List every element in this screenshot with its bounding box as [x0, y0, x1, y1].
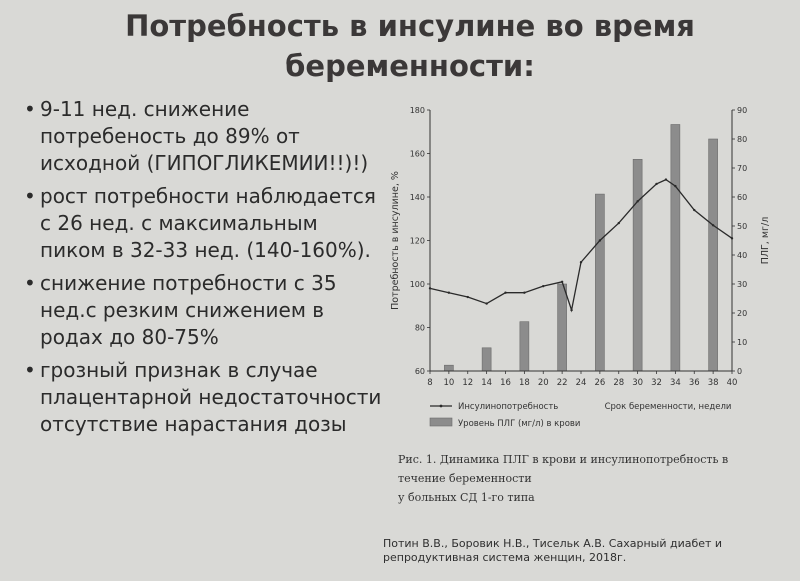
bullet-item: • снижение потребности с 35 нед.с резким снижением в родах до 80-75%	[22, 270, 382, 351]
y-left-tick-label: 100	[409, 280, 425, 289]
plg-bar	[558, 284, 567, 371]
x-tick-label: 26	[594, 378, 606, 388]
source-line-1: Потин В.В., Боровик Н.В., Тисельк А.В. Сахарный диабет и	[383, 537, 723, 550]
y-left-tick-label: 60	[414, 367, 425, 376]
source-citation	[383, 537, 793, 565]
source-line-2: репродуктивная система женщин, 2018г.	[383, 551, 627, 564]
plg-bar	[595, 194, 604, 371]
insulin-point	[580, 261, 582, 263]
insulin-point	[674, 185, 676, 187]
legend-bar-swatch	[430, 418, 452, 426]
insulin-point	[570, 309, 572, 311]
y-right-axis-title: ПЛГ, мг/л	[760, 216, 771, 265]
plg-bar	[482, 348, 491, 371]
insulin-point	[429, 287, 431, 289]
y-left-tick-label: 120	[409, 236, 425, 246]
title-line-2: беременности:	[285, 49, 535, 83]
plg-bar	[444, 365, 453, 371]
y-right-tick-label: 70	[737, 164, 748, 173]
insulin-point	[731, 237, 733, 239]
insulin-point	[504, 292, 506, 294]
title-line-1: Потребность в инсулине во время	[125, 9, 695, 43]
y-left-axis-title: Потребность в инсулине, %	[390, 171, 401, 310]
legend-line-marker	[440, 405, 443, 408]
x-axis-title: Срок беременности, недели	[604, 402, 732, 412]
y-right-tick-label: 80	[737, 135, 748, 144]
y-right-tick-label: 60	[737, 193, 748, 202]
x-tick-label: 8	[427, 378, 433, 388]
plg-bar	[633, 159, 642, 371]
x-tick-label: 10	[443, 378, 455, 388]
insulin-point	[561, 281, 563, 283]
y-left-tick-label: 140	[409, 193, 425, 202]
plg-bar	[520, 322, 529, 371]
bullet-item: • грозный признак в случае плацентарной недостаточности отсутствие нарастания дозы	[22, 357, 382, 438]
insulin-point	[712, 224, 714, 226]
bullet-list	[22, 96, 382, 444]
insulin-point	[693, 209, 695, 211]
plg-bar	[709, 139, 718, 371]
insulin-point	[467, 296, 469, 298]
caption-line-2: у больных СД 1-го типа	[398, 491, 535, 504]
x-tick-label: 24	[575, 378, 587, 388]
x-tick-label: 32	[651, 378, 662, 388]
x-tick-label: 22	[556, 378, 568, 388]
legend-bar-label: Уровень ПЛГ (мг/л) в крови	[458, 419, 581, 429]
bullet-item: • 9-11 нед. снижение потребеность до 89% от исходной (ГИПОГЛИКЕМИИ!!)!)	[22, 96, 382, 177]
x-tick-label: 34	[669, 378, 681, 388]
x-tick-label: 14	[481, 378, 493, 388]
x-tick-label: 30	[632, 378, 644, 388]
x-tick-label: 38	[707, 378, 719, 388]
plg-bar	[671, 125, 680, 372]
legend-line-label: Инсулинопотребность	[458, 402, 559, 412]
insulin-point	[655, 183, 657, 185]
x-tick-label: 18	[518, 378, 530, 388]
y-right-tick-label: 90	[737, 106, 748, 115]
y-right-tick-label: 20	[737, 309, 748, 318]
x-tick-label: 28	[613, 378, 625, 388]
y-left-tick-label: 80	[414, 323, 425, 333]
insulin-point	[523, 292, 525, 294]
insulin-plg-chart	[368, 96, 788, 446]
slide-title	[90, 6, 730, 86]
insulin-point	[636, 200, 638, 202]
y-left-tick-label: 180	[409, 106, 425, 115]
caption-line-1: Рис. 1. Динамика ПЛГ в крови и инсулинопотребность в течение беременности	[398, 453, 729, 485]
x-tick-label: 36	[688, 378, 700, 388]
bullet-item: • рост потребности наблюдается с 26 нед. с максимальным пиком в 32-33 нед. (140-160%).	[22, 183, 382, 264]
y-right-tick-label: 10	[737, 338, 748, 347]
y-right-tick-label: 50	[737, 222, 748, 231]
x-tick-label: 12	[462, 378, 474, 388]
x-tick-label: 40	[726, 378, 738, 388]
chart-container	[368, 96, 788, 446]
y-left-tick-label: 160	[409, 149, 425, 159]
x-tick-label: 20	[537, 378, 549, 388]
y-right-tick-label: 40	[737, 251, 748, 260]
y-right-tick-label: 0	[737, 367, 743, 376]
insulin-line	[430, 180, 732, 311]
y-right-tick-label: 30	[737, 280, 748, 289]
x-tick-label: 16	[500, 378, 511, 388]
figure-caption	[398, 450, 778, 507]
insulin-point	[485, 302, 487, 304]
insulin-point	[599, 239, 601, 241]
insulin-point	[618, 222, 620, 224]
insulin-point	[448, 292, 450, 294]
insulin-point	[542, 285, 544, 287]
insulin-point	[665, 178, 667, 180]
